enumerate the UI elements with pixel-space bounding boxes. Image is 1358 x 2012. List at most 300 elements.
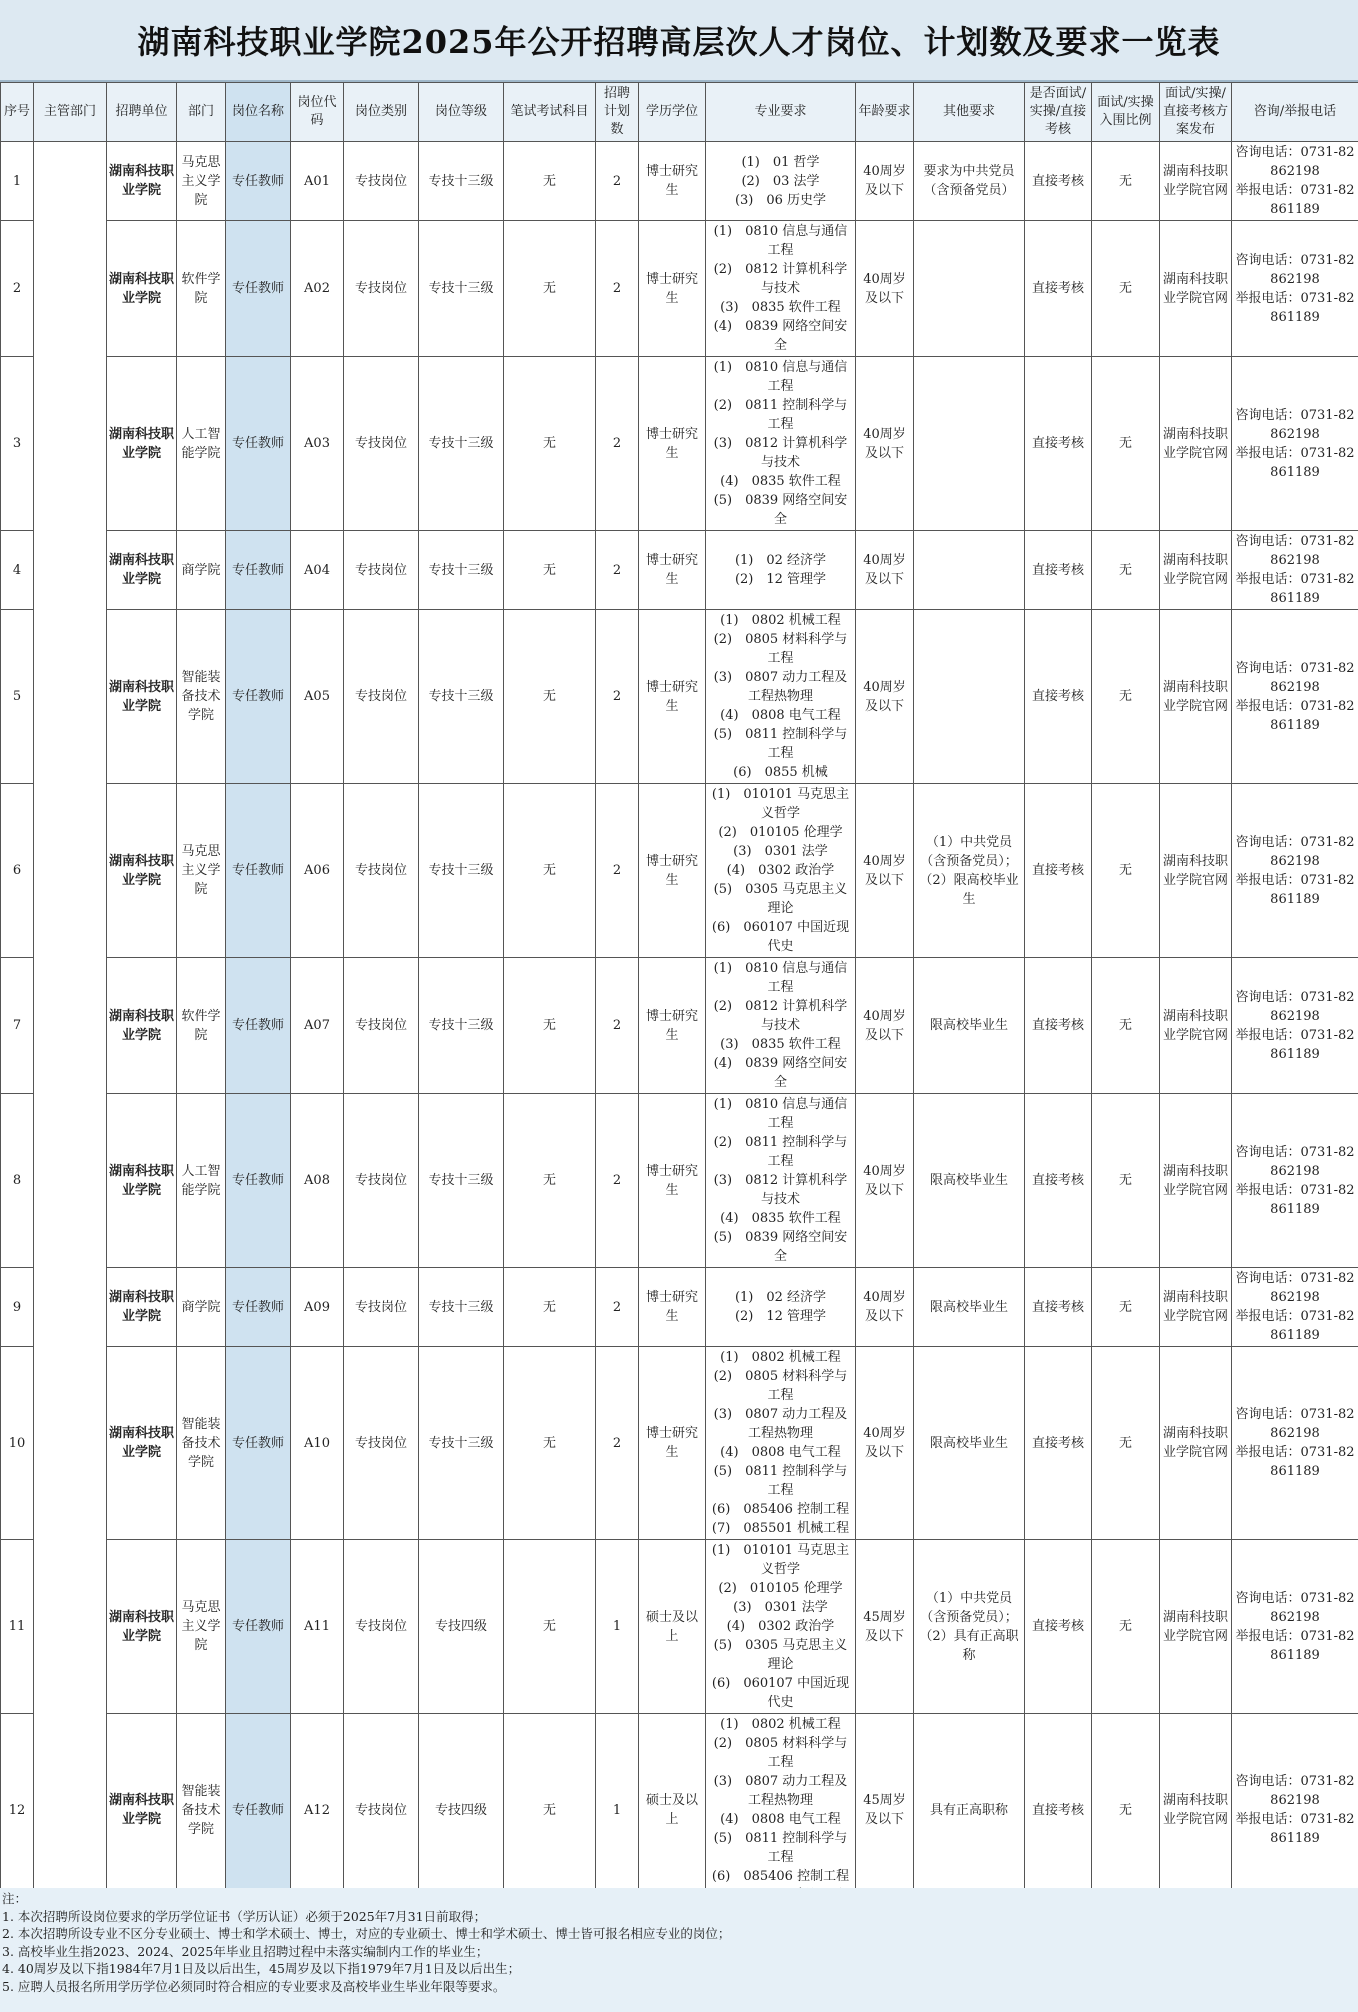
post-code: A01	[291, 142, 344, 221]
report-phone: 举报电话：0731-82861189	[1235, 445, 1355, 480]
plan-count: 2	[596, 1094, 639, 1268]
post-level: 专技十三级	[419, 958, 504, 1094]
report-phone: 举报电话：0731-82861189	[1235, 1812, 1355, 1846]
inquiry-phone: 咨询电话：0731-82862198	[1235, 1774, 1355, 1808]
major-item: (1) 0810 信息与通信工程	[713, 360, 848, 394]
inquiry-phone: 咨询电话：0731-82862198	[1235, 534, 1355, 568]
table-row	[1, 357, 1358, 531]
post-code: A05	[291, 610, 344, 784]
major-item: (1) 010101 马克思主义哲学	[711, 1543, 850, 1577]
post-category: 专技岗位	[344, 1540, 419, 1714]
major-item: (1) 0802 机械工程	[720, 1717, 841, 1732]
major-item: (3) 0807 动力工程及工程热物理	[713, 670, 848, 704]
major-item: (6) 0855 机械	[733, 765, 828, 780]
recruitment-table	[0, 82, 1358, 1907]
degree-requirement: 博士研究生	[639, 531, 706, 610]
contact-phones	[1232, 357, 1358, 531]
contact-phones	[1232, 1347, 1358, 1540]
post-code: A06	[291, 784, 344, 958]
report-phone: 举报电话：0731-82861189	[1235, 1027, 1355, 1062]
post-level: 专技四级	[419, 1714, 504, 1907]
major-item: (4) 0839 网络空间安全	[713, 1056, 848, 1090]
inquiry-phone: 咨询电话：0731-82862198	[1235, 1271, 1355, 1305]
plan-count: 2	[596, 531, 639, 610]
header-cell: 咨询/举报电话	[1232, 83, 1358, 142]
major-item: (6) 060107 中国近现代史	[711, 920, 850, 954]
assessment-method: 直接考核	[1025, 221, 1092, 357]
age-requirement: 45周岁及以下	[856, 1540, 914, 1714]
table-row	[1, 1094, 1358, 1268]
post-name: 专任教师	[226, 1714, 291, 1907]
major-item: (2) 0805 材料科学与工程	[713, 632, 848, 666]
degree-requirement: 博士研究生	[639, 142, 706, 221]
post-level: 专技十三级	[419, 531, 504, 610]
major-item: (4) 0835 软件工程	[720, 474, 841, 489]
plan-publication: 湖南科技职业学院官网	[1160, 357, 1232, 531]
major-item: (1) 0810 信息与通信工程	[713, 961, 848, 995]
major-item: (3) 0807 动力工程及工程热物理	[713, 1407, 848, 1441]
age-requirement: 40周岁及以下	[856, 1347, 914, 1540]
assessment-method: 直接考核	[1025, 1094, 1092, 1268]
exam-subject: 无	[504, 357, 596, 531]
age-requirement: 40周岁及以下	[856, 531, 914, 610]
major-item: (3) 0301 法学	[733, 844, 828, 859]
post-category: 专技岗位	[344, 1094, 419, 1268]
recruiting-unit: 湖南科技职业学院	[107, 357, 177, 531]
department: 智能装备技术学院	[177, 1714, 226, 1907]
other-requirement: （1）中共党员（含预备党员）；（2）具有正高职称	[914, 1540, 1025, 1714]
age-requirement: 40周岁及以下	[856, 357, 914, 531]
shortlist-ratio: 无	[1092, 531, 1160, 610]
post-name: 专任教师	[226, 357, 291, 531]
major-requirement	[706, 784, 856, 958]
major-item: (5) 0811 控制科学与工程	[713, 1464, 848, 1498]
shortlist-ratio: 无	[1092, 610, 1160, 784]
post-code: A10	[291, 1347, 344, 1540]
major-item: (3) 0807 动力工程及工程热物理	[713, 1774, 848, 1808]
exam-subject: 无	[504, 142, 596, 221]
row-number: 12	[1, 1714, 34, 1907]
major-item: (4) 0302 政治学	[726, 1619, 835, 1634]
footnote-line: 2. 本次招聘所设专业不区分专业硕士、博士和学术硕士、博士，对应的专业硕士、博士和学术硕士、博士皆可报名相应专业的岗位；	[2, 1926, 731, 1941]
plan-count: 1	[596, 1540, 639, 1714]
major-item: (5) 0839 网络空间安全	[713, 493, 848, 527]
major-item: (3) 0812 计算机科学与技术	[713, 436, 848, 470]
post-name: 专任教师	[226, 1094, 291, 1268]
other-requirement: 要求为中共党员（含预备党员）	[914, 142, 1025, 221]
degree-requirement: 博士研究生	[639, 1268, 706, 1347]
post-name: 专任教师	[226, 531, 291, 610]
major-item: (6) 085406 控制工程	[711, 1869, 850, 1884]
other-requirement: 限高校毕业生	[914, 1094, 1025, 1268]
post-category: 专技岗位	[344, 610, 419, 784]
post-category: 专技岗位	[344, 784, 419, 958]
major-requirement	[706, 357, 856, 531]
degree-requirement: 硕士及以上	[639, 1714, 706, 1907]
major-item: (3) 0835 软件工程	[720, 1037, 841, 1052]
major-requirement	[706, 1540, 856, 1714]
header-cell: 招聘单位	[107, 83, 177, 142]
footnote-line: 注：	[2, 1891, 28, 1906]
major-item: (4) 0302 政治学	[726, 863, 835, 878]
contact-phones	[1232, 1714, 1358, 1907]
recruiting-unit: 湖南科技职业学院	[107, 1714, 177, 1907]
major-item: (2) 0811 控制科学与工程	[713, 398, 848, 432]
plan-publication: 湖南科技职业学院官网	[1160, 221, 1232, 357]
exam-subject: 无	[504, 958, 596, 1094]
report-phone: 举报电话：0731-82861189	[1235, 572, 1355, 606]
major-item: (4) 0835 软件工程	[720, 1211, 841, 1226]
post-level: 专技十三级	[419, 784, 504, 958]
degree-requirement: 博士研究生	[639, 784, 706, 958]
exam-subject: 无	[504, 1714, 596, 1907]
header-cell: 序号	[1, 83, 34, 142]
plan-publication: 湖南科技职业学院官网	[1160, 1347, 1232, 1540]
age-requirement: 40周岁及以下	[856, 1094, 914, 1268]
plan-publication: 湖南科技职业学院官网	[1160, 1540, 1232, 1714]
major-item: (6) 060107 中国近现代史	[711, 1676, 850, 1710]
department: 软件学院	[177, 221, 226, 357]
major-item: (1) 02 经济学	[734, 553, 827, 568]
department: 马克思主义学院	[177, 1540, 226, 1714]
shortlist-ratio: 无	[1092, 1714, 1160, 1907]
major-item: (1) 0802 机械工程	[720, 613, 841, 628]
recruiting-unit: 湖南科技职业学院	[107, 221, 177, 357]
post-level: 专技十三级	[419, 221, 504, 357]
header-cell: 面试/实操入围比例	[1092, 83, 1160, 142]
contact-phones	[1232, 142, 1358, 221]
contact-phones	[1232, 1094, 1358, 1268]
post-category: 专技岗位	[344, 221, 419, 357]
row-number: 5	[1, 610, 34, 784]
other-requirement: 限高校毕业生	[914, 1347, 1025, 1540]
major-requirement	[706, 610, 856, 784]
major-item: (1) 0810 信息与通信工程	[713, 1097, 848, 1131]
exam-subject: 无	[504, 784, 596, 958]
major-item: (6) 085406 控制工程	[711, 1502, 850, 1517]
other-requirement	[914, 531, 1025, 610]
plan-count: 2	[596, 610, 639, 784]
age-requirement: 40周岁及以下	[856, 610, 914, 784]
major-item: (2) 12 管理学	[734, 1309, 827, 1324]
assessment-method: 直接考核	[1025, 1347, 1092, 1540]
other-requirement	[914, 221, 1025, 357]
major-item: (1) 02 经济学	[734, 1290, 827, 1305]
row-number: 2	[1, 221, 34, 357]
header-cell: 岗位代码	[291, 83, 344, 142]
post-name: 专任教师	[226, 1268, 291, 1347]
exam-subject: 无	[504, 1268, 596, 1347]
table-row	[1, 531, 1358, 610]
age-requirement: 40周岁及以下	[856, 221, 914, 357]
footnote-line: 5. 应聘人员报名所用学历学位必须同时符合相应的专业要求及高校毕业生毕业年限等要求。	[2, 1978, 506, 1994]
major-item: (1) 01 哲学	[741, 154, 820, 170]
degree-requirement: 硕士及以上	[639, 1540, 706, 1714]
table-header-row	[1, 83, 1358, 142]
report-phone: 举报电话：0731-82861189	[1235, 872, 1355, 907]
post-category: 专技岗位	[344, 531, 419, 610]
other-requirement: 限高校毕业生	[914, 1268, 1025, 1347]
plan-publication: 湖南科技职业学院官网	[1160, 784, 1232, 958]
post-name: 专任教师	[226, 958, 291, 1094]
plan-publication: 湖南科技职业学院官网	[1160, 958, 1232, 1094]
major-item: (3) 0812 计算机科学与技术	[713, 1173, 848, 1207]
inquiry-phone: 咨询电话：0731-82862198	[1235, 1407, 1355, 1441]
recruiting-unit: 湖南科技职业学院	[107, 1347, 177, 1540]
age-requirement: 40周岁及以下	[856, 142, 914, 221]
major-item: (4) 0839 网络空间安全	[713, 319, 848, 353]
plan-count: 2	[596, 958, 639, 1094]
major-item: (3) 0835 软件工程	[720, 300, 841, 315]
assessment-method: 直接考核	[1025, 958, 1092, 1094]
inquiry-phone: 咨询电话：0731-82862198	[1235, 660, 1355, 695]
plan-count: 2	[596, 221, 639, 357]
table-row	[1, 610, 1358, 784]
major-item: (5) 0811 控制科学与工程	[713, 727, 848, 761]
header-cell: 岗位名称	[226, 83, 291, 142]
footnotes	[0, 1888, 1358, 2012]
post-category: 专技岗位	[344, 1268, 419, 1347]
shortlist-ratio: 无	[1092, 221, 1160, 357]
other-requirement: 具有正高职称	[914, 1714, 1025, 1907]
major-requirement	[706, 1347, 856, 1540]
plan-publication: 湖南科技职业学院官网	[1160, 1268, 1232, 1347]
exam-subject: 无	[504, 1540, 596, 1714]
header-cell: 招聘计划数	[596, 83, 639, 142]
recruiting-unit: 湖南科技职业学院	[107, 610, 177, 784]
header-cell: 专业要求	[706, 83, 856, 142]
major-item: (3) 06 历史学	[734, 192, 827, 208]
report-phone: 举报电话：0731-82861189	[1235, 1309, 1355, 1343]
assessment-method: 直接考核	[1025, 610, 1092, 784]
other-requirement	[914, 357, 1025, 531]
report-phone: 举报电话：0731-82861189	[1235, 290, 1355, 325]
degree-requirement: 博士研究生	[639, 1094, 706, 1268]
post-code: A08	[291, 1094, 344, 1268]
major-item: (1) 010101 马克思主义哲学	[711, 787, 850, 821]
assessment-method: 直接考核	[1025, 357, 1092, 531]
contact-phones	[1232, 531, 1358, 610]
report-phone: 举报电话：0731-82861189	[1235, 698, 1355, 733]
department: 马克思主义学院	[177, 784, 226, 958]
major-requirement	[706, 1268, 856, 1347]
page-title: 湖南科技职业学院2025年公开招聘高层次人才岗位、计划数及要求一览表	[137, 23, 1221, 61]
inquiry-phone: 咨询电话：0731-82862198	[1235, 1144, 1355, 1179]
contact-phones	[1232, 784, 1358, 958]
assessment-method: 直接考核	[1025, 1268, 1092, 1347]
recruiting-unit: 湖南科技职业学院	[107, 142, 177, 221]
plan-count: 2	[596, 1347, 639, 1540]
assessment-method: 直接考核	[1025, 784, 1092, 958]
post-name: 专任教师	[226, 1347, 291, 1540]
contact-phones	[1232, 958, 1358, 1094]
major-requirement	[706, 221, 856, 357]
footnote-line: 4. 40周岁及以下指1984年7月1日及以后出生，45周岁及以下指1979年7月1日及以后出生；	[2, 1961, 521, 1976]
recruiting-unit: 湖南科技职业学院	[107, 958, 177, 1094]
major-item: (5) 0839 网络空间安全	[713, 1230, 848, 1264]
shortlist-ratio: 无	[1092, 1268, 1160, 1347]
post-category: 专技岗位	[344, 142, 419, 221]
post-category: 专技岗位	[344, 357, 419, 531]
department: 智能装备技术学院	[177, 1347, 226, 1540]
major-item: (5) 0811 控制科学与工程	[713, 1831, 848, 1865]
major-item: (2) 0811 控制科学与工程	[713, 1135, 848, 1169]
post-level: 专技十三级	[419, 1268, 504, 1347]
inquiry-phone: 咨询电话：0731-82862198	[1235, 1590, 1355, 1625]
recruiting-unit: 湖南科技职业学院	[107, 1094, 177, 1268]
shortlist-ratio: 无	[1092, 784, 1160, 958]
header-cell: 主管部门	[34, 83, 107, 142]
major-requirement	[706, 958, 856, 1094]
recruiting-unit: 湖南科技职业学院	[107, 531, 177, 610]
post-level: 专技十三级	[419, 142, 504, 221]
row-number: 6	[1, 784, 34, 958]
title-bar	[0, 0, 1358, 82]
degree-requirement: 博士研究生	[639, 221, 706, 357]
major-requirement	[706, 1094, 856, 1268]
shortlist-ratio: 无	[1092, 357, 1160, 531]
recruiting-unit: 湖南科技职业学院	[107, 1540, 177, 1714]
shortlist-ratio: 无	[1092, 142, 1160, 221]
row-number: 11	[1, 1540, 34, 1714]
post-name: 专任教师	[226, 784, 291, 958]
other-requirement: 限高校毕业生	[914, 958, 1025, 1094]
assessment-method: 直接考核	[1025, 1540, 1092, 1714]
row-number: 10	[1, 1347, 34, 1540]
major-item: (2) 0812 计算机科学与技术	[713, 999, 848, 1033]
table-row	[1, 958, 1358, 1094]
exam-subject: 无	[504, 1094, 596, 1268]
contact-phones	[1232, 1268, 1358, 1347]
row-number: 7	[1, 958, 34, 1094]
major-item: (3) 0301 法学	[733, 1600, 828, 1615]
inquiry-phone: 咨询电话：0731-82862198	[1235, 252, 1355, 287]
row-number: 4	[1, 531, 34, 610]
contact-phones	[1232, 221, 1358, 357]
header-cell: 岗位等级	[419, 83, 504, 142]
age-requirement: 40周岁及以下	[856, 784, 914, 958]
recruiting-unit: 湖南科技职业学院	[107, 784, 177, 958]
supervising-department	[34, 142, 107, 1907]
degree-requirement: 博士研究生	[639, 357, 706, 531]
major-requirement	[706, 531, 856, 610]
post-code: A11	[291, 1540, 344, 1714]
degree-requirement: 博士研究生	[639, 610, 706, 784]
post-category: 专技岗位	[344, 1714, 419, 1907]
header-cell: 年龄要求	[856, 83, 914, 142]
plan-count: 1	[596, 1714, 639, 1907]
major-requirement	[706, 142, 856, 221]
major-item: (2) 0805 材料科学与工程	[713, 1369, 848, 1403]
table-body	[1, 142, 1358, 1907]
post-code: A07	[291, 958, 344, 1094]
plan-count: 2	[596, 142, 639, 221]
header-cell: 是否面试/实操/直接考核	[1025, 83, 1092, 142]
major-item: (2) 0812 计算机科学与技术	[713, 262, 848, 296]
post-code: A03	[291, 357, 344, 531]
major-requirement	[706, 1714, 856, 1907]
post-code: A02	[291, 221, 344, 357]
header-cell: 面试/实操/直接考核方案发布	[1160, 83, 1232, 142]
post-level: 专技十三级	[419, 610, 504, 784]
row-number: 3	[1, 357, 34, 531]
table-row	[1, 1347, 1358, 1540]
major-item: (1) 0802 机械工程	[720, 1350, 841, 1365]
post-code: A12	[291, 1714, 344, 1907]
assessment-method: 直接考核	[1025, 1714, 1092, 1907]
footnote-line: 1. 本次招聘所设岗位要求的学历学位证书（学历认证）必须于2025年7月31日前取得；	[2, 1908, 487, 1924]
assessment-method: 直接考核	[1025, 531, 1092, 610]
row-number: 9	[1, 1268, 34, 1347]
inquiry-phone: 咨询电话：0731-82862198	[1235, 145, 1355, 179]
header-cell: 笔试考试科目	[504, 83, 596, 142]
major-item: (2) 03 法学	[741, 173, 820, 189]
department: 人工智能学院	[177, 1094, 226, 1268]
department: 商学院	[177, 531, 226, 610]
inquiry-phone: 咨询电话：0731-82862198	[1235, 407, 1355, 442]
post-name: 专任教师	[226, 610, 291, 784]
exam-subject: 无	[504, 1347, 596, 1540]
major-item: (4) 0808 电气工程	[720, 1812, 841, 1827]
exam-subject: 无	[504, 610, 596, 784]
footnote-line: 3. 高校毕业生指2023、2024、2025年毕业且招聘过程中未落实编制内工作的毕业生；	[2, 1943, 489, 1959]
shortlist-ratio: 无	[1092, 1540, 1160, 1714]
shortlist-ratio: 无	[1092, 1094, 1160, 1268]
post-level: 专技十三级	[419, 1347, 504, 1540]
post-name: 专任教师	[226, 142, 291, 221]
major-item: (2) 010105 伦理学	[718, 825, 843, 840]
post-name: 专任教师	[226, 1540, 291, 1714]
contact-phones	[1232, 1540, 1358, 1714]
plan-count: 2	[596, 784, 639, 958]
post-code: A09	[291, 1268, 344, 1347]
major-item: (7) 085501 机械工程	[711, 1521, 850, 1536]
report-phone: 举报电话：0731-82861189	[1235, 1445, 1355, 1479]
row-number: 1	[1, 142, 34, 221]
age-requirement: 45周岁及以下	[856, 1714, 914, 1907]
department: 智能装备技术学院	[177, 610, 226, 784]
plan-publication: 湖南科技职业学院官网	[1160, 1714, 1232, 1907]
major-item: (4) 0808 电气工程	[720, 1445, 841, 1460]
report-phone: 举报电话：0731-82861189	[1235, 1182, 1355, 1217]
post-category: 专技岗位	[344, 958, 419, 1094]
header-cell: 岗位类别	[344, 83, 419, 142]
table-row	[1, 1540, 1358, 1714]
plan-count: 2	[596, 1268, 639, 1347]
major-item: (2) 010105 伦理学	[718, 1581, 843, 1596]
post-level: 专技十三级	[419, 357, 504, 531]
major-item: (4) 0808 电气工程	[720, 708, 841, 723]
post-level: 专技四级	[419, 1540, 504, 1714]
contact-phones	[1232, 610, 1358, 784]
inquiry-phone: 咨询电话：0731-82862198	[1235, 989, 1355, 1024]
department: 商学院	[177, 1268, 226, 1347]
plan-publication: 湖南科技职业学院官网	[1160, 531, 1232, 610]
table-row	[1, 142, 1358, 221]
age-requirement: 40周岁及以下	[856, 958, 914, 1094]
header-cell: 学历学位	[639, 83, 706, 142]
department: 人工智能学院	[177, 357, 226, 531]
shortlist-ratio: 无	[1092, 1347, 1160, 1540]
recruiting-unit: 湖南科技职业学院	[107, 1268, 177, 1347]
row-number: 8	[1, 1094, 34, 1268]
assessment-method: 直接考核	[1025, 142, 1092, 221]
inquiry-phone: 咨询电话：0731-82862198	[1235, 834, 1355, 869]
table-row	[1, 221, 1358, 357]
table-row	[1, 1268, 1358, 1347]
plan-publication: 湖南科技职业学院官网	[1160, 610, 1232, 784]
other-requirement	[914, 610, 1025, 784]
